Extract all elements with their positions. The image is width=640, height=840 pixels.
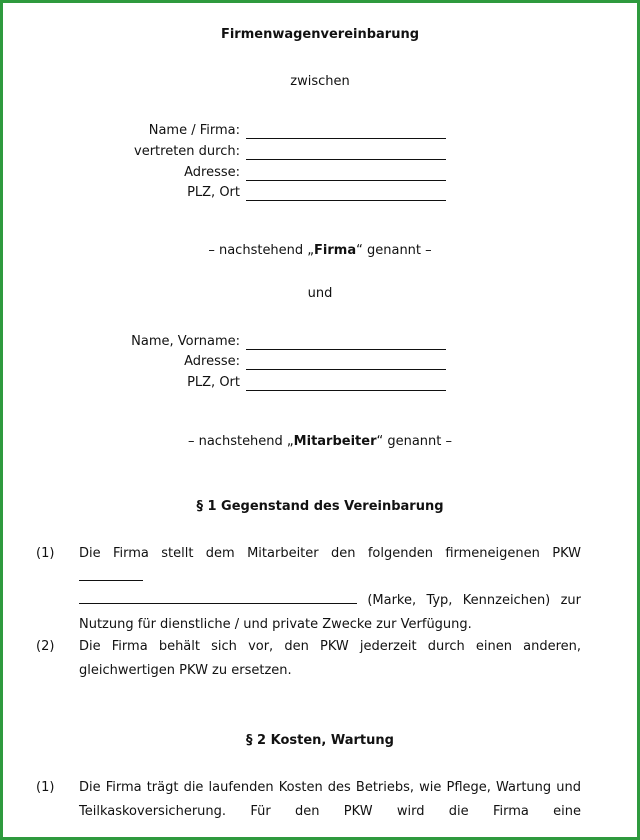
employee-designation — [3, 434, 637, 449]
designation-name: Firma — [314, 243, 357, 258]
paragraph-line: Die Firma stellt dem Mitarbeiter den folgenden firmeneigenen PKW — [79, 546, 581, 561]
paragraph-number: (1) — [36, 780, 55, 795]
company-designation — [3, 243, 637, 258]
fill-line[interactable] — [79, 568, 143, 581]
field-label: PLZ, Ort — [187, 185, 240, 200]
paragraph-line: gleichwertigen PKW zu ersetzen. — [79, 662, 292, 678]
fill-line[interactable] — [246, 377, 446, 391]
paragraph-text — [79, 635, 581, 682]
designation-prefix: – nachstehend „ — [208, 243, 315, 258]
field-label: Adresse: — [184, 354, 240, 369]
company-address-field[interactable] — [3, 165, 637, 185]
section-2-paragraph-1 — [3, 776, 637, 824]
company-representative-field[interactable] — [3, 144, 637, 164]
fill-line[interactable] — [246, 336, 446, 350]
section-2-heading: § 2 Kosten, Wartung — [246, 733, 394, 748]
designation-name: Mitarbeiter — [293, 434, 377, 449]
employee-name-field[interactable] — [3, 334, 637, 354]
fill-line[interactable] — [246, 187, 446, 201]
paragraph-line: Die Firma behält sich vor, den PKW jederzeit durch einen anderen, — [79, 639, 581, 654]
field-label: Adresse: — [184, 165, 240, 180]
fill-line[interactable] — [246, 125, 446, 139]
employee-address-field[interactable] — [3, 354, 637, 374]
paragraph-text — [79, 776, 581, 823]
field-label: vertreten durch: — [134, 144, 240, 159]
section-1-heading: § 1 Gegenstand des Vereinbarung — [196, 499, 444, 514]
paragraph-line: Nutzung für dienstliche / und private Zwecke zur Verfügung. — [79, 616, 472, 632]
paragraph-number: (2) — [36, 639, 55, 654]
between-label: zwischen — [290, 74, 350, 89]
employee-zip-city-field[interactable] — [3, 375, 637, 395]
paragraph-line: Die Firma trägt die laufenden Kosten des Betriebs, wie Pflege, Wartung und — [79, 780, 581, 795]
fill-line[interactable] — [246, 146, 446, 160]
paragraph-text — [79, 542, 581, 636]
company-zip-city-field[interactable] — [3, 185, 637, 205]
company-name-field[interactable] — [3, 123, 637, 143]
fill-line[interactable] — [246, 167, 446, 181]
paragraph-line: (Marke, Typ, Kennzeichen) zur — [367, 593, 581, 608]
section-1-paragraph-1 — [3, 542, 637, 632]
document-title: Firmenwagenvereinbarung — [220, 27, 420, 42]
field-label: PLZ, Ort — [187, 375, 240, 390]
fill-line[interactable] — [246, 356, 446, 370]
field-label: Name, Vorname: — [131, 334, 240, 349]
and-label: und — [307, 286, 333, 301]
designation-suffix: “ genannt – — [356, 243, 432, 258]
fill-line[interactable] — [79, 591, 357, 604]
designation-suffix: “ genannt – — [376, 434, 453, 449]
paragraph-number: (1) — [36, 546, 55, 561]
field-label: Name / Firma: — [148, 123, 240, 138]
designation-prefix: – nachstehend „ — [187, 434, 294, 449]
paragraph-line: Teilkaskoversicherung. Für den PKW wird die Firma eine — [79, 803, 581, 819]
section-1-paragraph-2 — [3, 635, 637, 683]
